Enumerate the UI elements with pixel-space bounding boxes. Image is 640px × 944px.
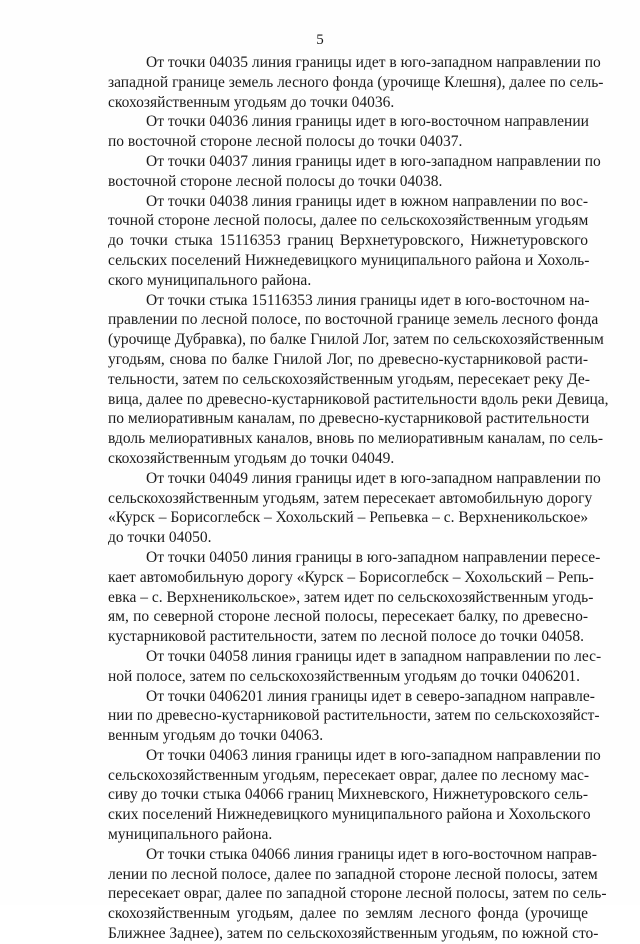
text-line: ям, по северной стороне лесной полосы, пересекает балку, по древесно- xyxy=(108,608,588,626)
text-line: до точки 04050. xyxy=(108,529,212,547)
text-line: скохозяйственным угодьям до точки 04036. xyxy=(108,93,395,111)
text-line: От точки 0406201 линия границы идет в северо-западном направле- xyxy=(146,687,595,705)
text-line: От точки 04050 линия границы в юго-западном направлении пересе- xyxy=(146,548,601,566)
text-line: муниципального района. xyxy=(108,826,273,844)
text-line: вдоль мелиоративных каналов, вновь по мелиоративным каналам, по сель- xyxy=(108,430,604,448)
text-line: нии по древесно-кустарниковой растительности, затем по сельскохозяйст- xyxy=(108,707,600,725)
text-line: по восточной стороне лесной полосы до точки 04037. xyxy=(108,133,463,151)
text-line: От точки 04063 линия границы идет в юго-западном направлении по xyxy=(146,746,601,764)
text-line: по мелиоративным каналам, по древесно-кустарниковой растительности xyxy=(108,410,590,428)
text-line: От точки 04038 линия границы идет в южном направлении по вос- xyxy=(146,192,588,210)
text-line: правлении по лесной полосе, по восточной границе земель лесного фонда xyxy=(108,311,599,329)
text-line: пересекает овраг, далее по западной стороне лесной полосы, затем по сель- xyxy=(108,885,607,903)
text-line: лении по лесной полосе, далее по западной стороне лесной полосы, затем xyxy=(108,865,598,883)
text-line: восточной стороне лесной полосы до точки 04038. xyxy=(108,172,443,190)
text-line: От точки 04035 линия границы идет в юго-западном направлении по xyxy=(146,54,601,71)
text-line: ной полосе, затем по сельскохозяйственным угодьям до точки 0406201. xyxy=(108,667,580,685)
text-line: От точки 04049 линия границы идет в юго-западном направлении по xyxy=(146,469,601,487)
text-line: точной стороне лесной полосы, далее по сельскохозяйственным угодьям xyxy=(108,212,589,230)
text-line: Ближнее Заднее), затем по сельскохозяйственным угодьям, по южной сто- xyxy=(108,925,599,943)
text-line: От точки 04037 линия границы идет в юго-западном направлении по xyxy=(146,152,601,170)
text-line: сиву до точки стыка 04066 границ Михневского, Нижнетуровского сель- xyxy=(108,786,588,804)
text-line: угодьям, снова по балке Гнилой Лог, по древесно-кустарниковой расти- xyxy=(108,350,588,368)
text-line: скохозяйственным угодьям, далее по землям лесного фонда (урочище xyxy=(108,905,588,923)
text-line: От точки стыка 04066 линия границы идет в юго-восточном направ- xyxy=(146,845,597,863)
text-line: до точки стыка 15116353 границ Верхнетуровского, Нижнетуровского xyxy=(108,232,588,250)
text-line: западной границе земель лесного фонда (урочище Клешня), далее по сель- xyxy=(108,73,604,91)
text-line: ских поселений Нижнедевицкого муниципального района и Хохольского xyxy=(108,806,591,824)
text-line: евка – с. Верхненикольское», затем идет по сельскохозяйственным угодь- xyxy=(108,588,594,606)
page-number: 5 xyxy=(316,32,324,48)
text-line: венным угодьям до точки 04063. xyxy=(108,727,324,745)
document-body xyxy=(108,53,609,944)
text-line: От точки 04036 линия границы идет в юго-восточном направлении xyxy=(146,113,589,131)
text-line: тельности, затем по сельскохозяйственным угодьям, пересекает реку Де- xyxy=(108,370,590,388)
text-line: «Курск – Борисоглебск – Хохольский – Репьевка – с. Верхненикольское» xyxy=(108,509,589,527)
text-line: кает автомобильную дорогу «Курск – Борисоглебск – Хохольский – Репь- xyxy=(108,568,594,586)
text-line: От точки стыка 15116353 линия границы идет в юго-восточном на- xyxy=(146,291,590,309)
text-line: сельскохозяйственным угодьям, затем пересекает автомобильную дорогу xyxy=(108,489,593,507)
text-line: сельских поселений Нижнедевицкого муниципального района и Хохоль- xyxy=(108,251,590,269)
text-line: От точки 04058 линия границы идет в западном направлении по лес- xyxy=(146,647,602,665)
text-line: ского муниципального района. xyxy=(108,271,312,289)
text-line: скохозяйственным угодьям до точки 04049. xyxy=(108,449,395,467)
text-line: (урочище Дубравка), по балке Гнилой Лог, затем по сельскохозяйственным xyxy=(108,331,604,349)
text-line: вица, далее по древесно-кустарниковой растительности вдоль реки Девица, xyxy=(108,390,609,408)
text-line: кустарниковой растительности, затем по лесной полосе до точки 04058. xyxy=(108,628,584,646)
text-line: сельскохозяйственным угодьям, пересекает овраг, далее по лесному мас- xyxy=(108,766,590,784)
